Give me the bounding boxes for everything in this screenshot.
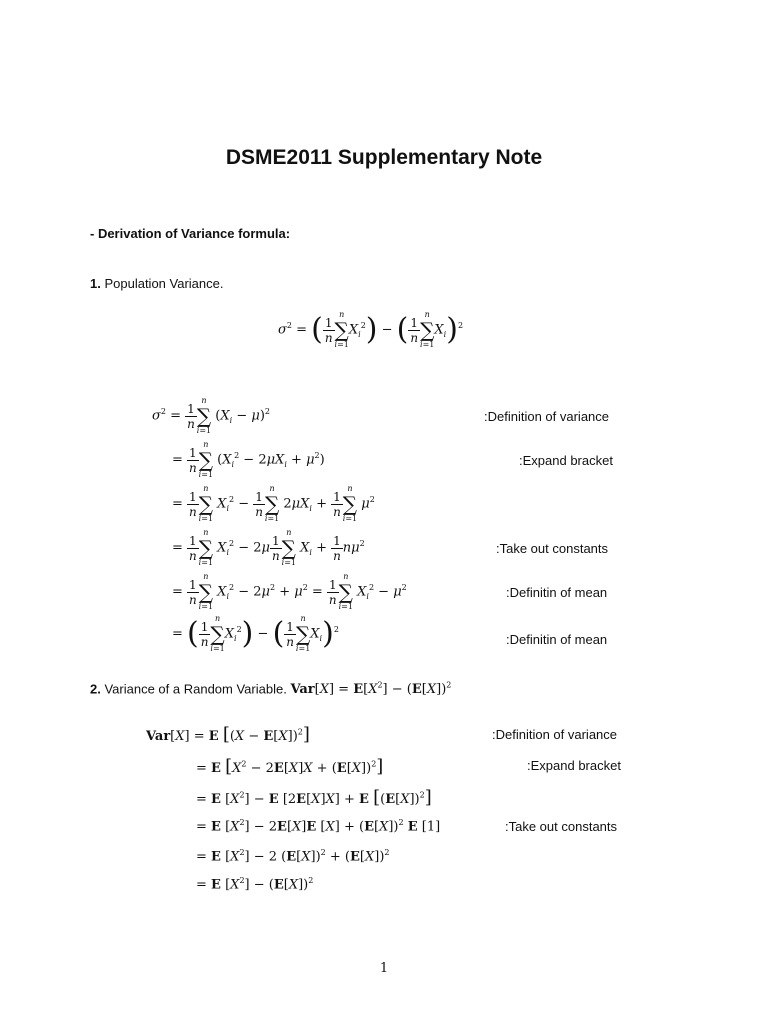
note1-4: :Definitin of mean — [506, 585, 608, 600]
derivation1-line1: $\sigma^2$ = $\frac{1}{n}$ n ∑ i=1 $(X_i - \mu)^2$ — [152, 396, 270, 435]
note1-5: :Definitin of mean — [506, 632, 608, 647]
note2-1: :Definition of variance — [492, 727, 618, 742]
note2-2: :Expand bracket — [527, 758, 621, 773]
part1-number: 1. — [90, 276, 101, 291]
part2-label: Variance of a Random Variable. — [104, 681, 287, 697]
derivation2-line6: = E $[X^2] - (E[X])^2$ — [196, 876, 314, 893]
derivation1-line4: = $\frac{1}{n}$ n ∑ i=1 $X_i^2 - 2\mu$ $\frac{1}{n}$ n ∑ i=1 $X_i$ + $\frac{1}{n}$ $n\mu^2$ — [172, 528, 365, 567]
derivation2-line5: = E $[X^2] - 2$ $(E[X])^2 + (E[X])^2$ — [196, 848, 390, 865]
page-title: DSME2011 Supplementary Note — [225, 146, 543, 169]
derivation1-line3: = $\frac{1}{n}$ n ∑ i=1 $X_i^2$ − $\frac{1}{n}$ n ∑ i=1 $2\mu X_i$ + $\frac{1}{n}$ n ∑ i=1 $\mu^2$ — [172, 484, 375, 523]
derivation2-line3: = E $[X^2] - E$ [2E[X]X] + E $[(E[X])^2]$ — [196, 787, 432, 808]
derivation2-line1: Var[X] = E $[(X - E[X])^2]$ — [146, 724, 310, 745]
part1-heading — [90, 276, 223, 291]
page-number: 1 — [379, 961, 389, 976]
derivation1-line2: = $\frac{1}{n}$ n ∑ i=1 $(X_i^2 - 2\mu X_i + \mu^2)$ — [172, 440, 325, 479]
note2-3: :Take out constants — [505, 819, 618, 834]
part2-formula: $Var[X] = E[X^2] - (E[X])^2$ — [290, 681, 452, 698]
part2-number: 2. — [90, 681, 101, 697]
note1-1: :Definition of variance — [484, 409, 610, 424]
derivation1-line6: = ( $\frac{1}{n}$ n ∑ i=1 $X_i^2$) − ( $\frac{1}{n}$ n ∑ i=1 $X_i)^2$ — [172, 614, 339, 653]
derivation2-line4: = E $[X^2] - 2E[X]E$ $[X] + (E[X])^2$ E [1] — [196, 818, 441, 835]
part2-heading — [90, 681, 451, 697]
note1-3: :Take out constants — [496, 541, 609, 556]
part1-label: Population Variance. — [104, 276, 224, 291]
section-heading: - Derivation of Variance formula: — [90, 226, 291, 241]
note1-2: :Expand bracket — [519, 453, 613, 468]
population-variance-formula: $\sigma^2$ = ( $\frac{1}{n}$ n ∑ i=1 $X_i^2$) − ( $\frac{1}{n}$ n ∑ i=1 $X_i)^2$ — [278, 310, 464, 349]
derivation2-line2: = E $[X^2 - 2E[X]X + (E[X])^2]$ — [196, 756, 384, 777]
derivation1-line5: = $\frac{1}{n}$ n ∑ i=1 $X_i^2 - 2\mu^2 + \mu^2$ = $\frac{1}{n}$ n ∑ i=1 $X_i^2 - \mu^2$ — [172, 572, 407, 611]
